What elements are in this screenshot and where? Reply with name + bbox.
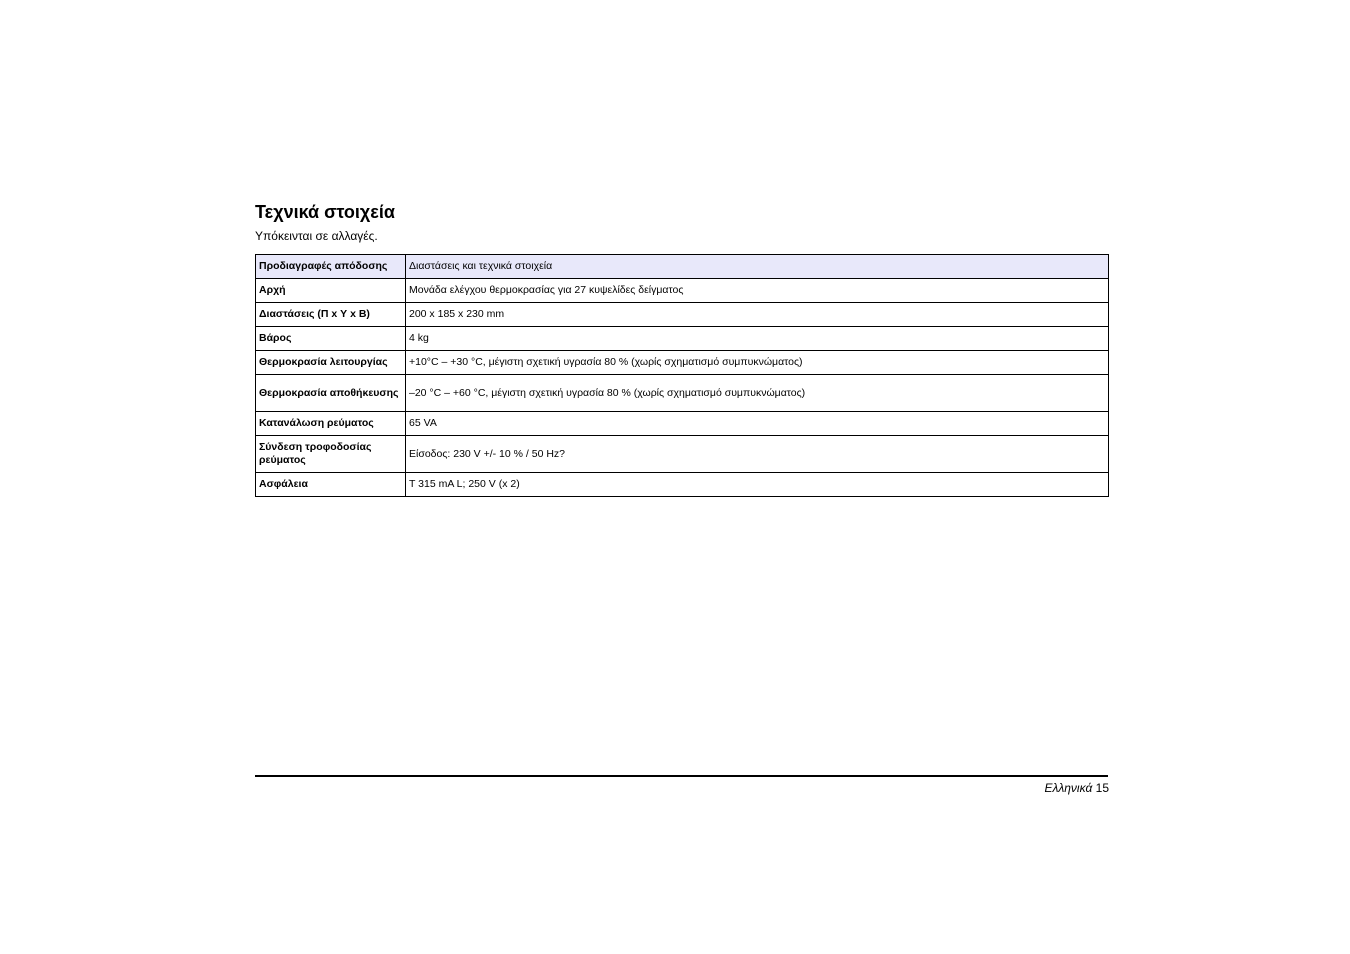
page-subtitle: Υπόκεινται σε αλλαγές. <box>255 229 378 243</box>
row-label: Θερμοκρασία αποθήκευσης <box>256 375 406 412</box>
row-label: Ασφάλεια <box>256 473 406 497</box>
table-row <box>256 412 1109 436</box>
row-value: Είσοδος: 230 V +/- 10 % / 50 Hz? <box>406 436 1109 473</box>
row-value: 65 VA <box>406 412 1109 436</box>
specifications-table <box>255 254 1109 497</box>
row-label: Βάρος <box>256 327 406 351</box>
row-label: Σύνδεση τροφοδοσίας ρεύματος <box>256 436 406 473</box>
row-value: 4 kg <box>406 327 1109 351</box>
table-row <box>256 375 1109 412</box>
table-row <box>256 351 1109 375</box>
table-header-row <box>256 255 1109 279</box>
row-value: T 315 mA L; 250 V (x 2) <box>406 473 1109 497</box>
row-value: Μονάδα ελέγχου θερμοκρασίας για 27 κυψελίδες δείγματος <box>406 279 1109 303</box>
row-label: Θερμοκρασία λειτουργίας <box>256 351 406 375</box>
table-row <box>256 436 1109 473</box>
row-value: –20 °C – +60 °C, μέγιστη σχετική υγρασία 80 % (χωρίς σχηματισμό συμπυκνώματος) <box>406 375 1109 412</box>
document-content <box>255 200 1109 490</box>
row-label: Διαστάσεις (Π x Υ x Β) <box>256 303 406 327</box>
table-header-label: Προδιαγραφές απόδοσης <box>256 255 406 279</box>
page-footer <box>255 780 1109 796</box>
page-title: Τεχνικά στοιχεία <box>255 202 395 222</box>
row-label: Κατανάλωση ρεύματος <box>256 412 406 436</box>
row-value: +10°C – +30 °C, μέγιστη σχετική υγρασία 80 % (χωρίς σχηματισμό συμπυκνώματος) <box>406 351 1109 375</box>
table-row <box>256 473 1109 497</box>
table-row <box>256 303 1109 327</box>
footer-divider <box>255 775 1108 777</box>
row-label: Αρχή <box>256 279 406 303</box>
table-header-value: Διαστάσεις και τεχνικά στοιχεία <box>406 255 1109 279</box>
table-row <box>256 327 1109 351</box>
footer-language: Ελληνικά <box>1044 781 1093 795</box>
page-number: 15 <box>1095 781 1109 795</box>
row-value: 200 x 185 x 230 mm <box>406 303 1109 327</box>
table-row <box>256 279 1109 303</box>
